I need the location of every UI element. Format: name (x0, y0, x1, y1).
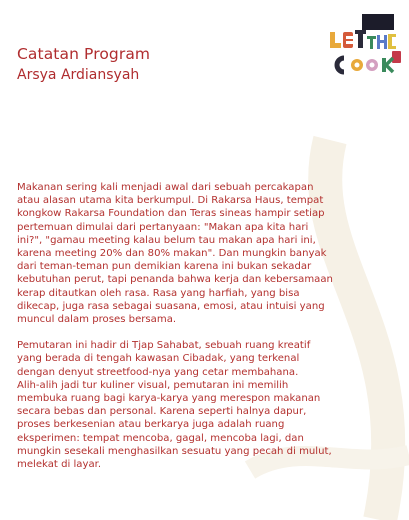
rakarsa-haus-logo-box (362, 14, 394, 30)
paragraph: Pemutaran ini hadir di Tjap Sahabat, sebuah ruang kreatif yang berada di tengah kawasan Cibadak, yang terkenal dengan denyut streetfood-nya yang cetar membahana. Alih-alih jadi tur kuliner visual, pemutaran ini memilih membuka ruang bagi karya-karya yang merespon makanan secara bebas dan personal. Karena seperti halnya dapur, proses berkesenian atau berkarya juga adalah ruang eksperimen: tempat mencoba, gagal, mencoba lagi, dan mungkin sesekali menghasilkan sesuatu yang pecah di mulut, melekat di layar. (17, 340, 332, 471)
body-text (17, 181, 397, 484)
page-title: Catatan Program (17, 45, 151, 63)
author-name: Arsya Ardiansyah (17, 67, 140, 83)
paragraph: Makanan sering kali menjadi awal dari sebuah percakapan atau alasan utama kita berkumpul. Di Rakarsa Haus, tempat kongkow Rakarsa Foundation dan Teras sineas hampir setiap pertemuan dimulai dari pertanyaan: "Makan apa kita hari ini?", "gamau meeting kalau belum tau makan apa hari ini, karena meeting 20% dan 80% makan". Dan mungkin banyak dari teman-teman pun demikian karena ini bukan sekadar kebutuhan perut, tapi penanda bahwa kerja dan kebersamaan kerap ditautkan oleh rasa. Rasa yang harfiah, yang bisa dikecap, juga rasa sebagai suasana, emosi, atau intuisi yang muncul dalam proses bersama. (17, 182, 333, 326)
let-them-cook-logo (330, 14, 402, 82)
